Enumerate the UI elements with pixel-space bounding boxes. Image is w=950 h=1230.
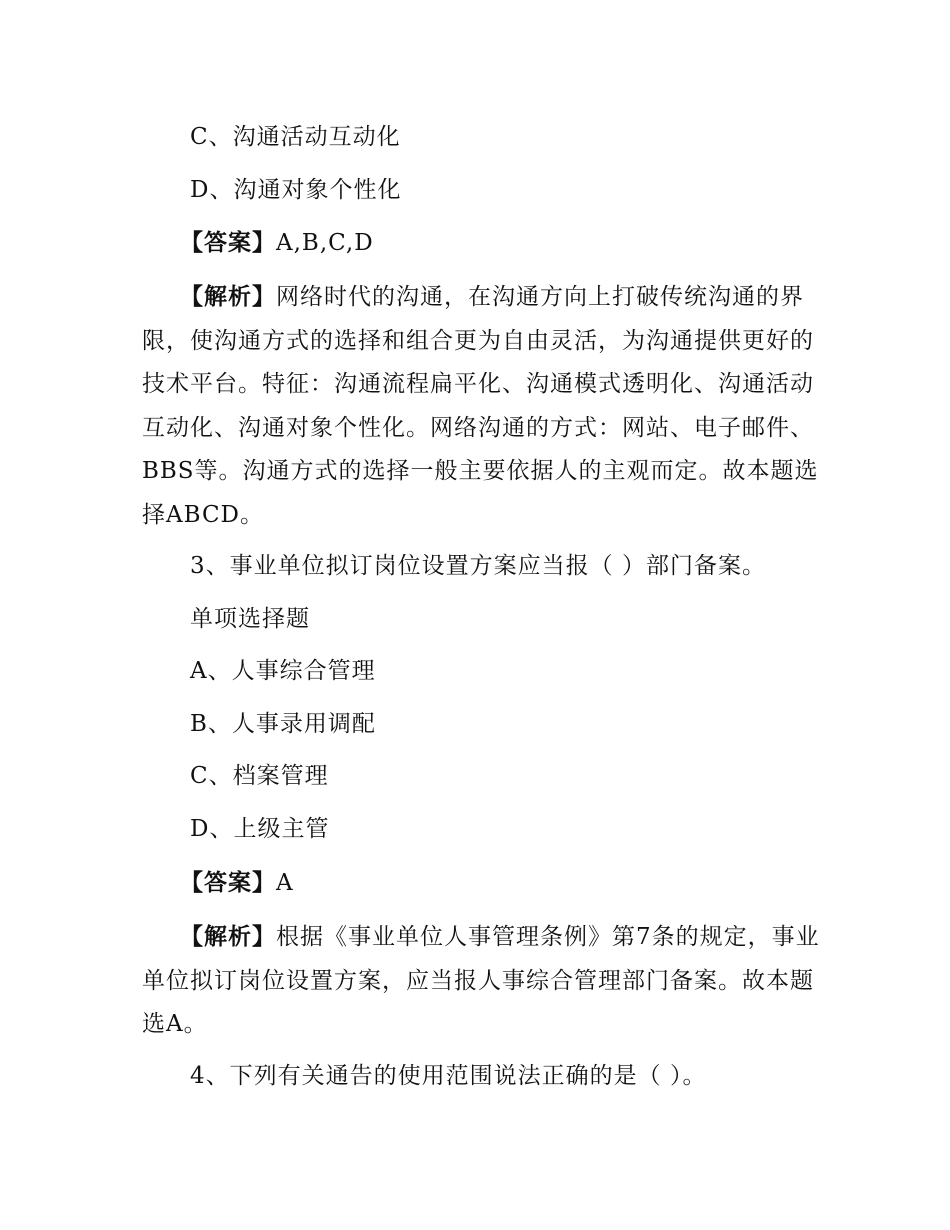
q3-type: 单项选择题 — [190, 606, 310, 632]
q3-option-d: D、上级主管 — [190, 816, 330, 842]
q2-answer — [180, 221, 880, 265]
q3-option-c: C、档案管理 — [190, 763, 329, 789]
q3-option-b: B、人事录用调配 — [190, 711, 376, 737]
q4-question: 4、下列有关通告的使用范围说法正确的是（ ）。 — [190, 1063, 707, 1089]
q2-analysis — [142, 275, 832, 538]
q3-analysis — [142, 915, 832, 1047]
analysis-text: 根据《事业单位人事管理条例》第7条的规定，事业单位拟订岗位设置方案，应当报人事综合管理部门备案。故本题选A。 — [142, 924, 820, 1038]
analysis-label: 【解析】 — [180, 923, 276, 950]
answer-value: A,B,C,D — [276, 230, 374, 256]
analysis-text: 网络时代的沟通，在沟通方向上打破传统沟通的界限，使沟通方式的选择和组合更为自由灵活，为沟通提供更好的技术平台。特征：沟通流程扁平化、沟通模式透明化、沟通活动互动化、沟通对象个性化。网络沟通的方式：网站、电子邮件、BBS等。沟通方式的选择一般主要依据人的主观而定。故本题选择ABCD。 — [142, 284, 819, 528]
answer-value: A — [276, 870, 294, 896]
q3-option-a: A、人事综合管理 — [190, 658, 376, 684]
answer-label: 【答案】 — [180, 869, 276, 896]
answer-label: 【答案】 — [180, 229, 276, 256]
q2-option-d: D、沟通对象个性化 — [190, 177, 402, 203]
q2-option-c: C、沟通活动互动化 — [190, 124, 401, 150]
q3-answer — [180, 861, 880, 905]
analysis-label: 【解析】 — [180, 283, 276, 310]
q3-question: 3、事业单位拟订岗位设置方案应当报（ ）部门备案。 — [190, 553, 766, 579]
